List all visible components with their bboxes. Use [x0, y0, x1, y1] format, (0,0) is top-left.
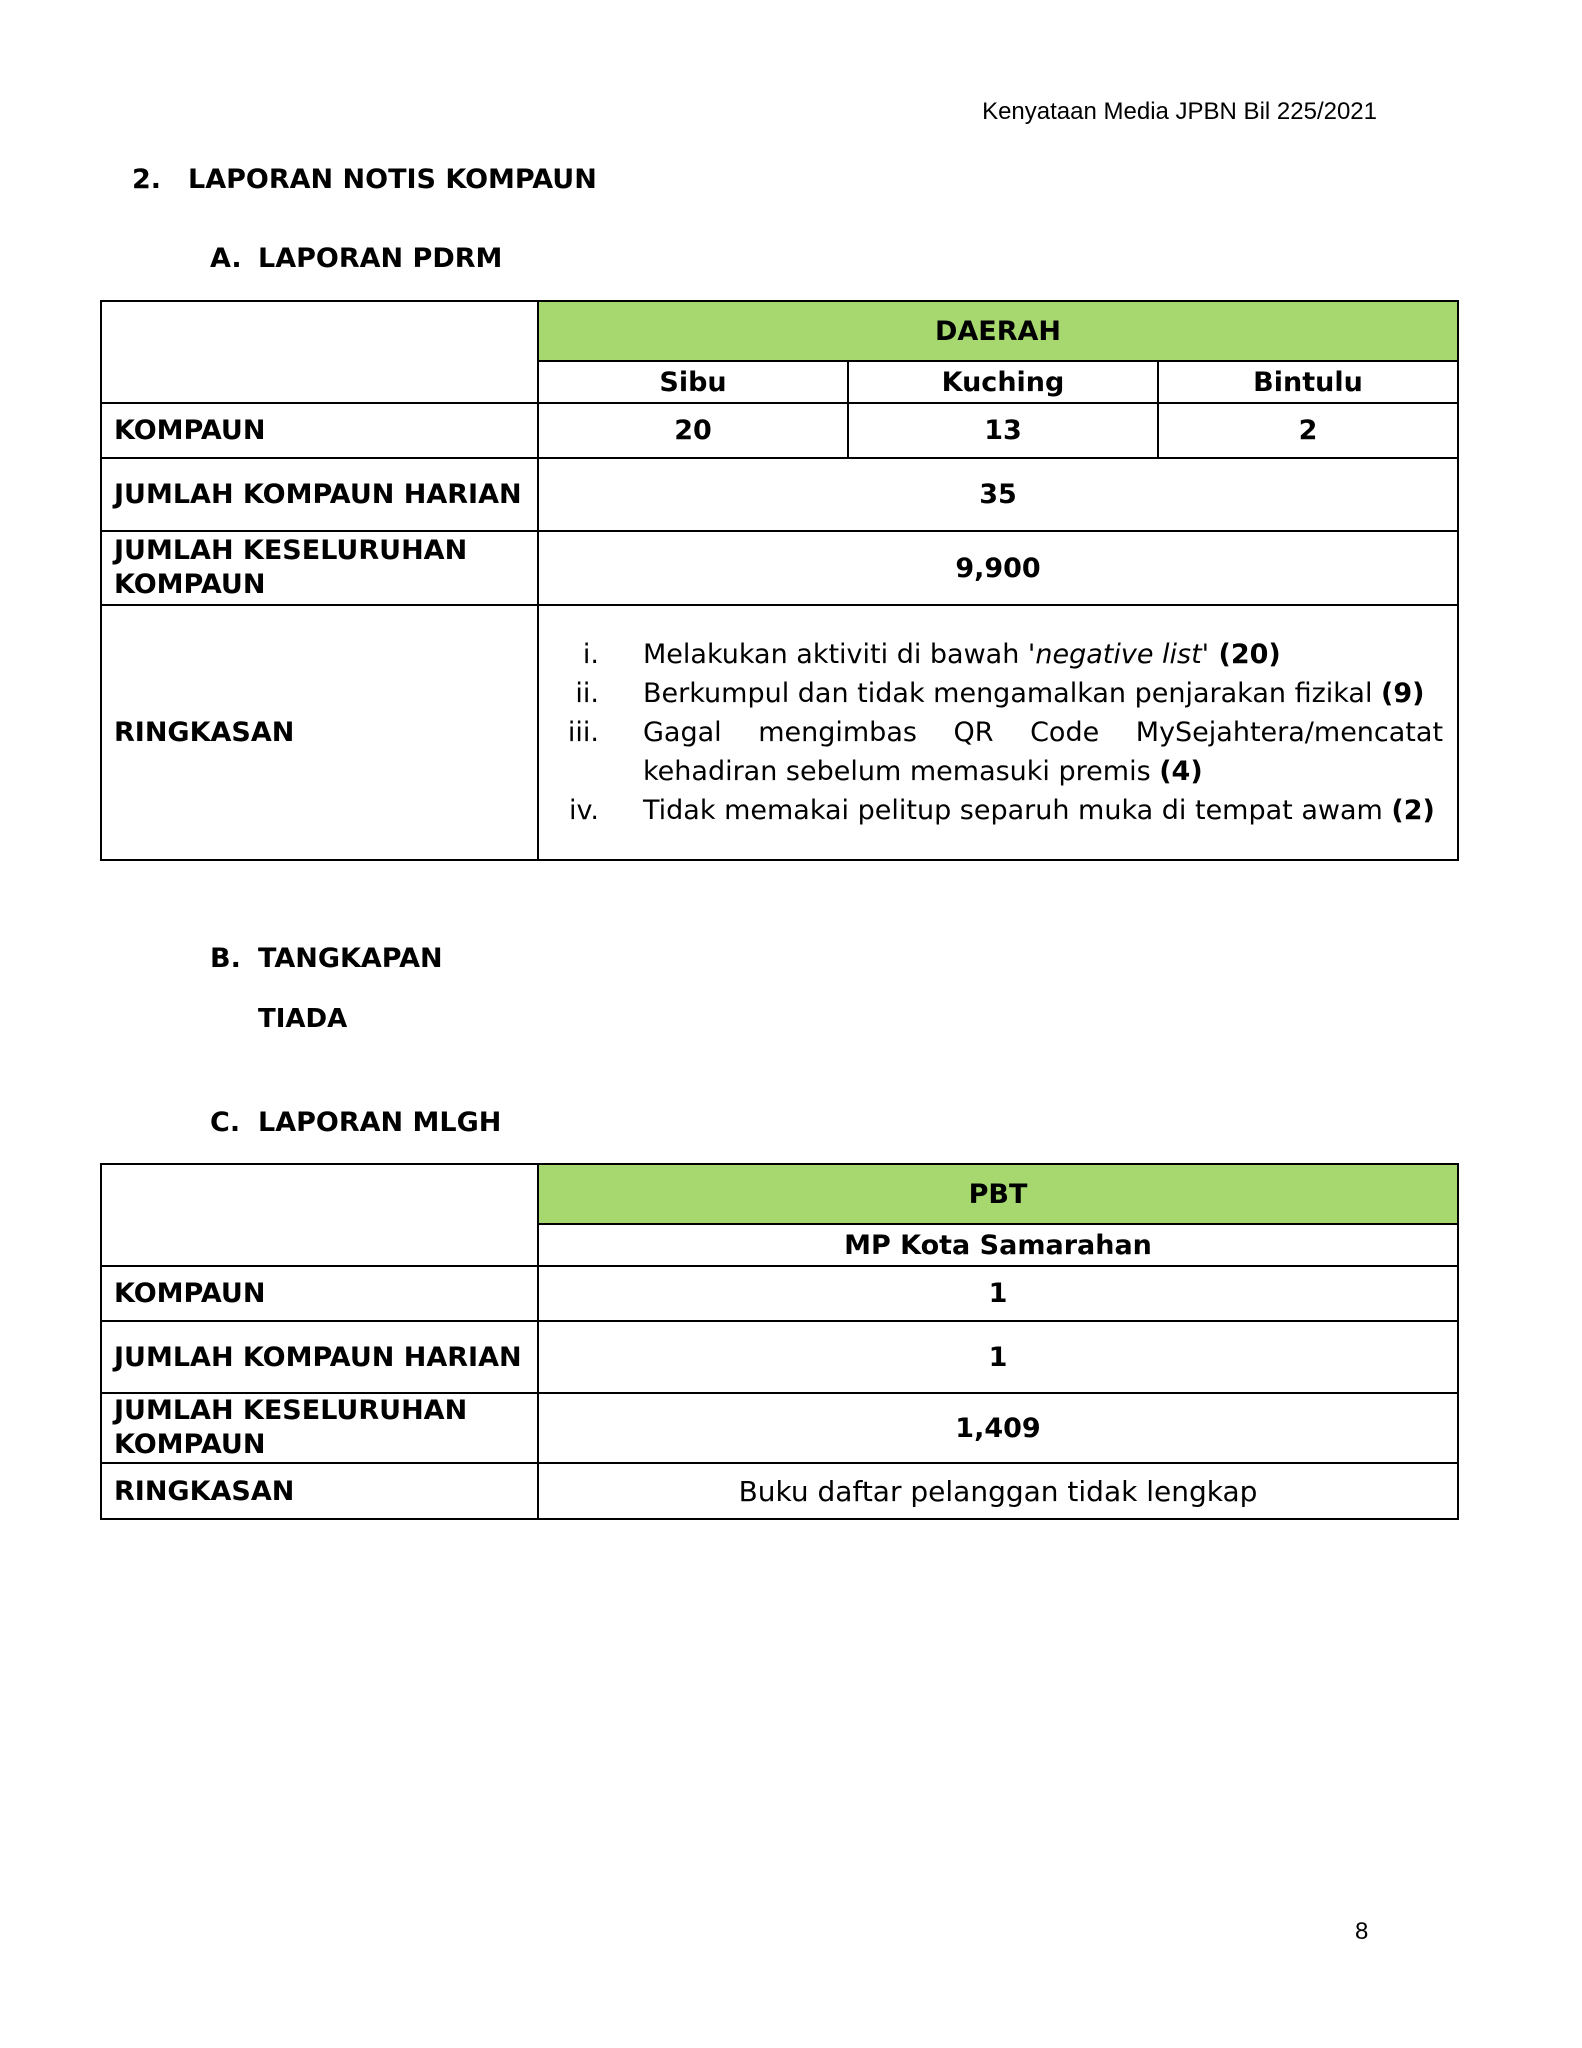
- mlgh-table: [100, 1163, 1459, 1520]
- overall-total-label-line1: JUMLAH KESELURUHAN: [114, 535, 468, 566]
- part-a-title: LAPORAN PDRM: [258, 243, 503, 274]
- empty-corner-cell: [101, 301, 538, 403]
- list-item-text: [643, 791, 1443, 830]
- arrest-value: TIADA: [258, 1004, 348, 1034]
- table-row: [101, 1164, 1458, 1224]
- document-reference: Kenyataan Media JPBN Bil 225/2021: [982, 98, 1377, 125]
- summary-label: RINGKASAN: [101, 605, 538, 860]
- table-row: [101, 458, 1458, 531]
- summary-label: RINGKASAN: [101, 1463, 538, 1519]
- list-item-count: (2): [1391, 795, 1435, 826]
- table-row: [101, 1266, 1458, 1321]
- page-number: 8: [1355, 1918, 1369, 1945]
- list-item-text-main: Tidak memakai pelitup separuh muka di tempat awam: [643, 795, 1392, 826]
- kompaun-value: 20: [538, 403, 848, 458]
- daily-total-value: 35: [538, 458, 1458, 531]
- pbt-group-header: PBT: [538, 1164, 1458, 1224]
- daily-total-label: JUMLAH KOMPAUN HARIAN: [101, 458, 538, 531]
- list-item-count: (20): [1209, 639, 1281, 670]
- overall-total-label-line1: JUMLAH KESELURUHAN: [114, 1395, 468, 1426]
- section-heading: [132, 164, 597, 195]
- part-c-heading: [210, 1107, 501, 1138]
- summary-cell: [538, 605, 1458, 860]
- overall-total-label: [101, 531, 538, 605]
- list-item-text-main: Berkumpul dan tidak mengamalkan penjarakan fizikal: [643, 678, 1382, 709]
- overall-total-value: 1,409: [538, 1393, 1458, 1463]
- list-item-text: [643, 635, 1443, 674]
- table-row: [101, 403, 1458, 458]
- authority-header: MP Kota Samarahan: [538, 1224, 1458, 1266]
- list-item-number: i.: [582, 639, 599, 670]
- daily-total-value: 1: [538, 1321, 1458, 1393]
- overall-total-label: [101, 1393, 538, 1463]
- part-b-letter: B.: [210, 943, 241, 974]
- list-item-number: iii.: [567, 717, 599, 748]
- list-item: [539, 791, 1443, 830]
- part-a-letter: A.: [210, 243, 242, 274]
- pdrm-table: [100, 300, 1459, 861]
- section-title: LAPORAN NOTIS KOMPAUN: [188, 164, 597, 195]
- list-item: [539, 674, 1443, 713]
- summary-list: [539, 635, 1443, 830]
- part-b-title: TANGKAPAN: [258, 943, 443, 974]
- list-item-text: [643, 674, 1443, 713]
- empty-corner-cell: [101, 1164, 538, 1266]
- overall-total-label-line2: KOMPAUN: [114, 569, 266, 600]
- overall-total-value: 9,900: [538, 531, 1458, 605]
- list-item: [539, 635, 1443, 674]
- table-row: [101, 1463, 1458, 1519]
- list-item-number: ii.: [575, 678, 599, 709]
- daily-total-label: JUMLAH KOMPAUN HARIAN: [101, 1321, 538, 1393]
- kompaun-value: 2: [1158, 403, 1458, 458]
- kompaun-label: KOMPAUN: [101, 1266, 538, 1321]
- list-item-count: (4): [1159, 756, 1203, 787]
- district-header: Sibu: [538, 361, 848, 403]
- district-group-header: DAERAH: [538, 301, 1458, 361]
- district-header: Kuching: [848, 361, 1158, 403]
- table-row: [101, 1321, 1458, 1393]
- summary-value: Buku daftar pelanggan tidak lengkap: [538, 1463, 1458, 1519]
- list-item-count: (9): [1381, 678, 1425, 709]
- list-item-text-main: Melakukan aktiviti di bawah: [643, 639, 1028, 670]
- part-c-title: LAPORAN MLGH: [258, 1107, 502, 1138]
- list-item-text-italic: 'negative list': [1027, 639, 1210, 670]
- part-c-letter: C.: [210, 1107, 241, 1138]
- list-item-text-main: Gagal mengimbas QR Code MySejahtera/mencatat kehadiran sebelum memasuki premis: [643, 717, 1444, 787]
- table-row: [101, 1393, 1458, 1463]
- list-item: [539, 713, 1443, 791]
- table-row: [101, 531, 1458, 605]
- list-item-text: [643, 713, 1443, 791]
- part-a-heading: [210, 243, 502, 274]
- kompaun-value: 13: [848, 403, 1158, 458]
- part-b-heading: [210, 943, 443, 974]
- section-number: 2.: [132, 164, 162, 195]
- list-item-number: iv.: [569, 795, 599, 826]
- kompaun-label: KOMPAUN: [101, 403, 538, 458]
- overall-total-label-line2: KOMPAUN: [114, 1429, 266, 1460]
- table-row: [101, 605, 1458, 860]
- table-row: [101, 301, 1458, 361]
- district-header: Bintulu: [1158, 361, 1458, 403]
- kompaun-value: 1: [538, 1266, 1458, 1321]
